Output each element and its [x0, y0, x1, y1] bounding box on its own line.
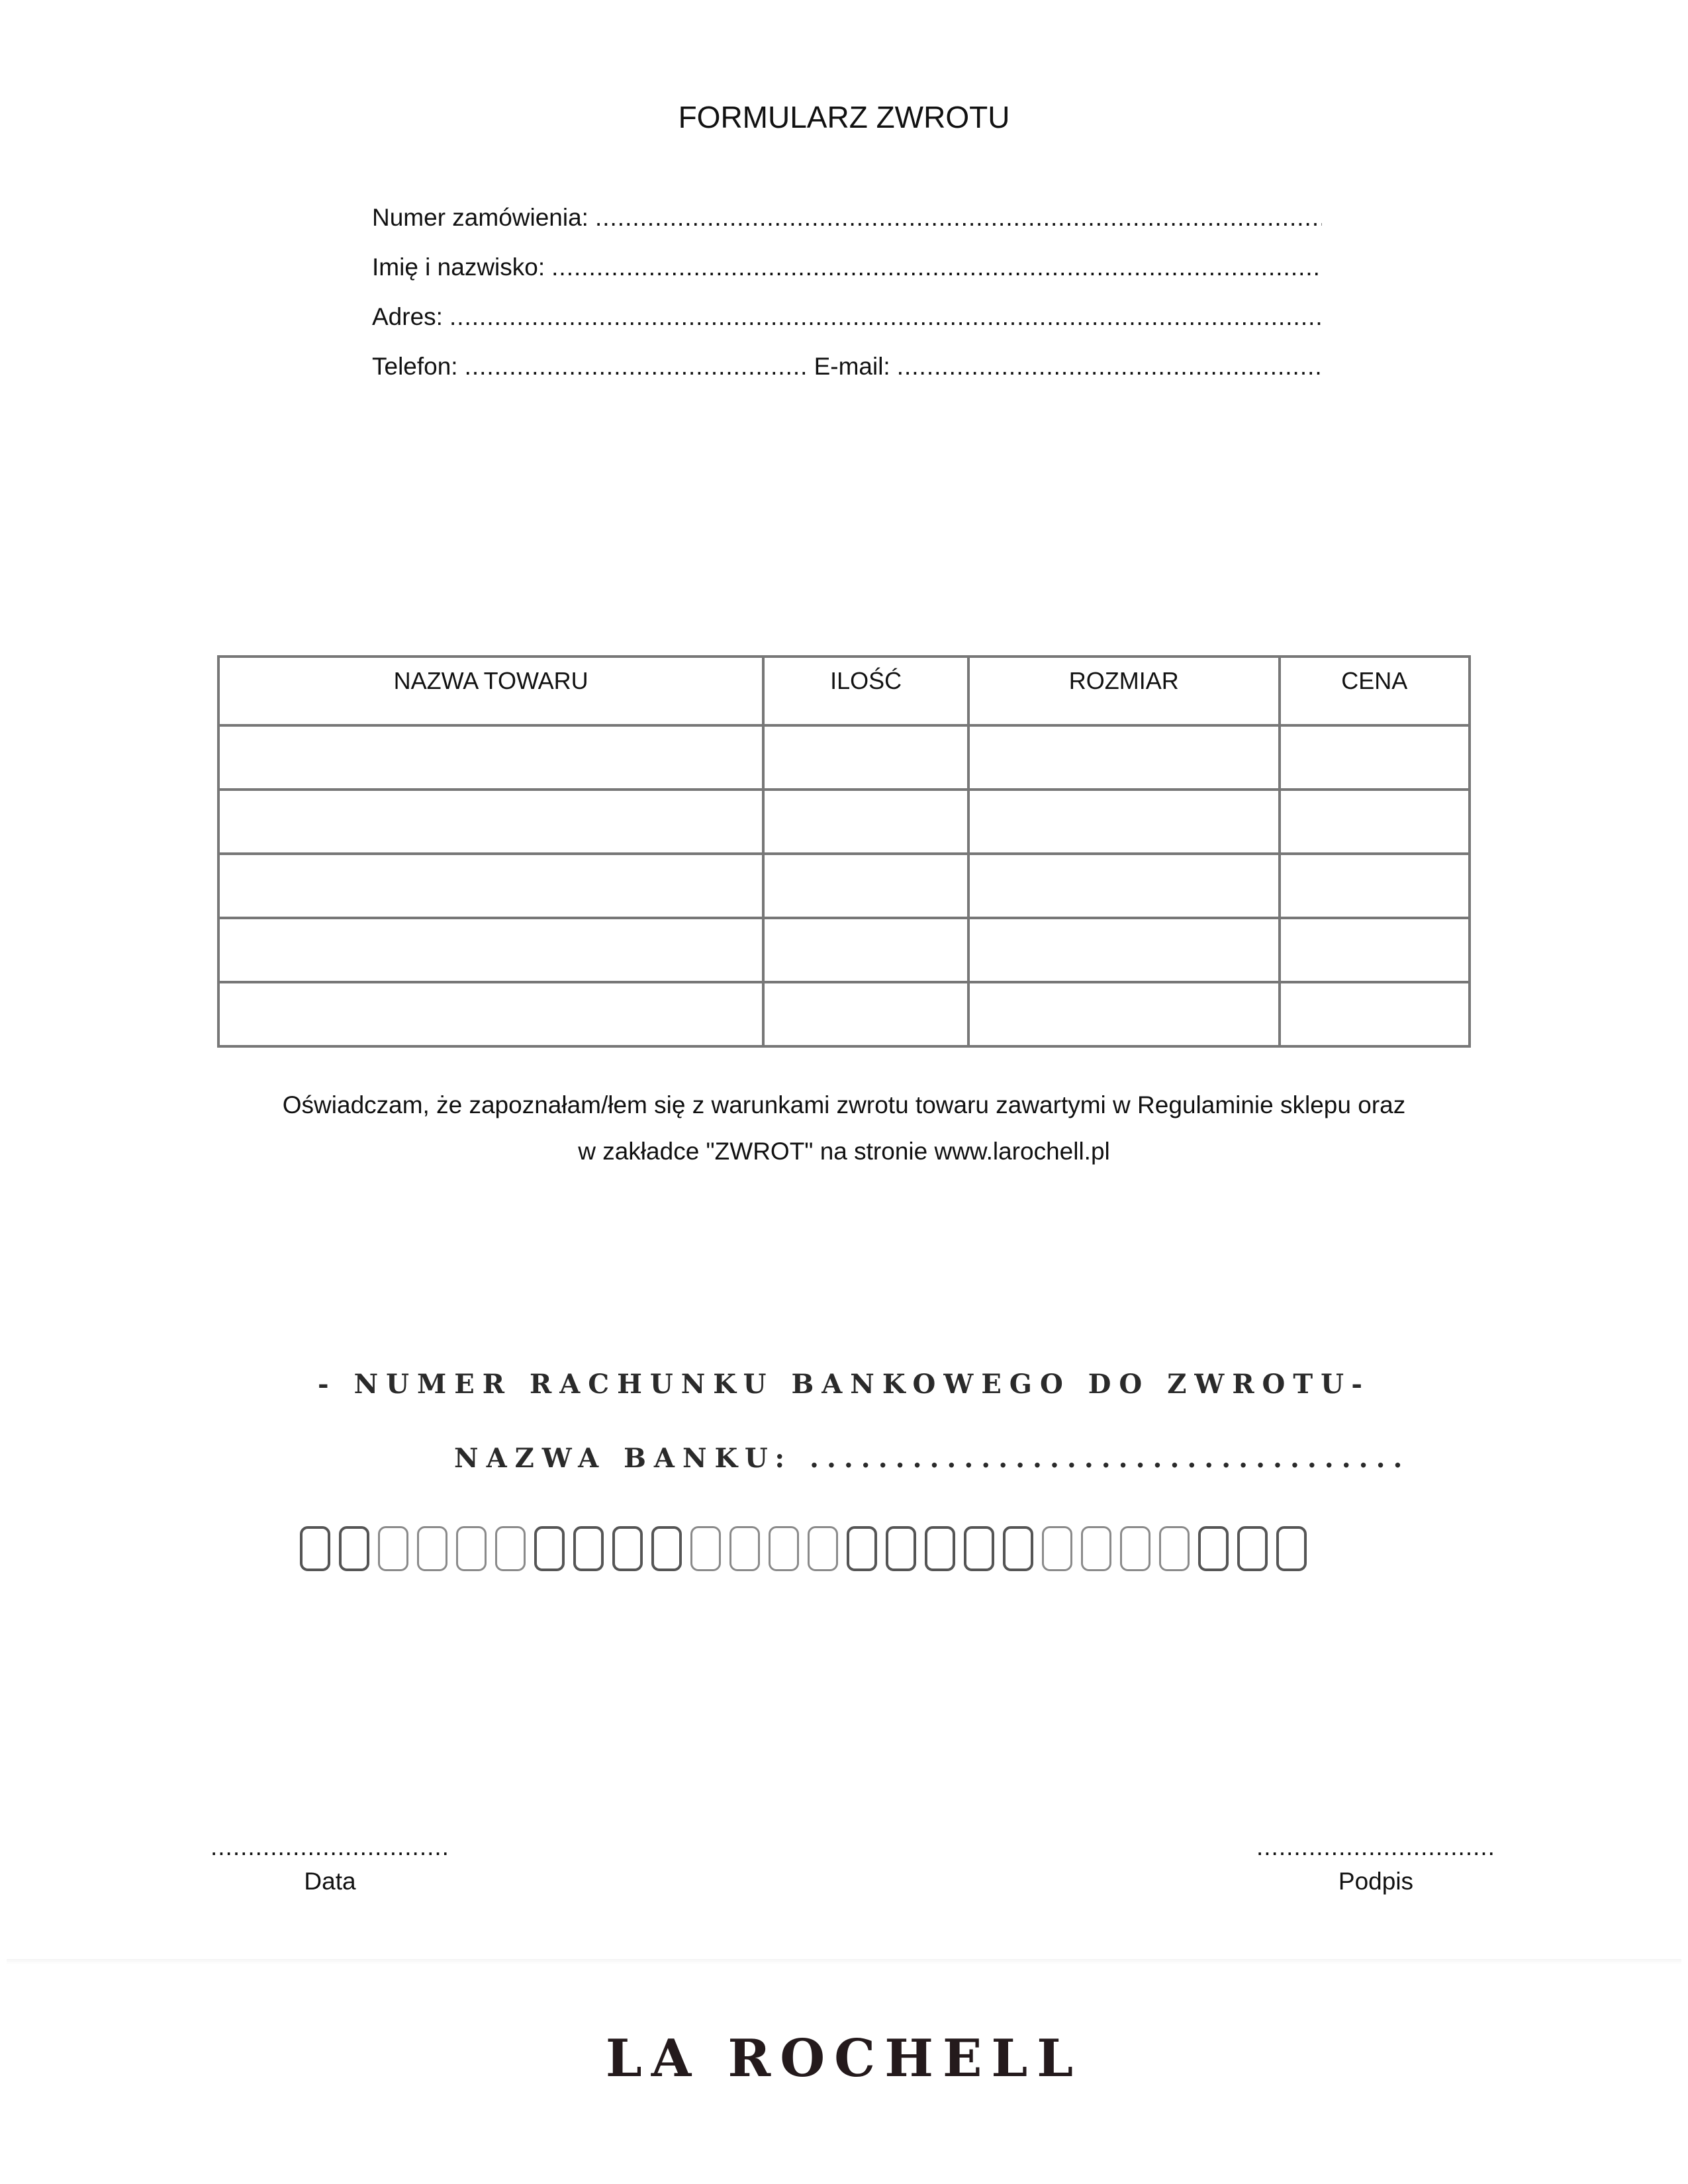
account-digit-box[interactable] — [1237, 1526, 1268, 1571]
table-cell[interactable] — [968, 725, 1280, 790]
table-cell[interactable] — [1280, 854, 1470, 918]
table-cell[interactable] — [218, 918, 763, 982]
address-field[interactable] — [449, 303, 1322, 331]
account-digit-box[interactable] — [456, 1526, 487, 1571]
email-field[interactable] — [897, 353, 1322, 381]
form-title: FORMULARZ ZWROTU — [678, 100, 1010, 134]
account-digit-box[interactable] — [769, 1526, 799, 1571]
name-row[interactable] — [372, 253, 1322, 303]
account-digit-box[interactable] — [1120, 1526, 1150, 1571]
order-number-row[interactable] — [372, 204, 1322, 253]
signature-label: Podpis — [1338, 1868, 1414, 1895]
table-row — [218, 790, 1470, 854]
table-row — [218, 918, 1470, 982]
statement-line-2: w zakładce "ZWROT" na stronie www.larochell.pl — [578, 1138, 1110, 1165]
table-cell[interactable] — [218, 982, 763, 1046]
table-cell[interactable] — [1280, 790, 1470, 854]
date-label: Data — [304, 1868, 356, 1895]
items-table — [217, 655, 1471, 1048]
account-number-boxes — [300, 1526, 1307, 1571]
header-item-name: NAZWA TOWARU — [218, 657, 763, 725]
table-cell[interactable] — [763, 854, 968, 918]
statement-line-1: Oświadczam, że zapoznałam/łem się z warunkami zwrotu towaru zawartymi w Regulaminie sklepu oraz — [282, 1091, 1406, 1118]
date-line[interactable]: ................................ — [211, 1833, 449, 1860]
order-number-label: Numer zamówienia: — [372, 204, 588, 231]
account-digit-box[interactable] — [534, 1526, 565, 1571]
account-digit-box[interactable] — [847, 1526, 877, 1571]
account-digit-box[interactable] — [925, 1526, 955, 1571]
account-digit-box[interactable] — [573, 1526, 604, 1571]
header-price: CENA — [1280, 657, 1470, 725]
table-cell[interactable] — [763, 918, 968, 982]
table-cell[interactable] — [968, 790, 1280, 854]
account-digit-box[interactable] — [1081, 1526, 1111, 1571]
terms-statement — [0, 1082, 1688, 1175]
email-label: E-mail: — [814, 353, 890, 380]
name-field[interactable] — [551, 253, 1322, 281]
account-digit-box[interactable] — [300, 1526, 330, 1571]
bank-account-title: - NUMER RACHUNKU BANKOWEGO DO ZWROTU- — [318, 1369, 1370, 1400]
address-row[interactable] — [372, 303, 1322, 353]
table-cell[interactable] — [968, 982, 1280, 1046]
name-label: Imię i nazwisko: — [372, 253, 545, 281]
brand-logo: LA ROCHELL — [605, 2028, 1083, 2089]
account-digit-box[interactable] — [690, 1526, 721, 1571]
account-digit-box[interactable] — [1003, 1526, 1033, 1571]
table-row — [218, 854, 1470, 918]
table-cell[interactable] — [1280, 918, 1470, 982]
date-signature-block — [211, 1833, 449, 1895]
table-cell[interactable] — [968, 918, 1280, 982]
table-cell[interactable] — [1280, 982, 1470, 1046]
address-label: Adres: — [372, 303, 443, 330]
account-digit-box[interactable] — [1042, 1526, 1072, 1571]
table-cell[interactable] — [763, 982, 968, 1046]
table-cell[interactable] — [1280, 725, 1470, 790]
account-digit-box[interactable] — [964, 1526, 994, 1571]
account-digit-box[interactable] — [339, 1526, 369, 1571]
account-digit-box[interactable] — [729, 1526, 760, 1571]
table-cell[interactable] — [218, 790, 763, 854]
customer-fields — [372, 204, 1322, 402]
phone-email-row[interactable] — [372, 353, 1322, 402]
order-number-field[interactable] — [595, 204, 1322, 232]
account-digit-box[interactable] — [808, 1526, 838, 1571]
table-cell[interactable] — [763, 790, 968, 854]
account-digit-box[interactable] — [886, 1526, 916, 1571]
header-quantity: ILOŚĆ — [763, 657, 968, 725]
table-cell[interactable] — [218, 854, 763, 918]
account-digit-box[interactable] — [495, 1526, 526, 1571]
table-cell[interactable] — [763, 725, 968, 790]
phone-field[interactable] — [465, 353, 809, 381]
header-size: ROZMIAR — [968, 657, 1280, 725]
signature-line[interactable]: ................................ — [1256, 1833, 1495, 1860]
table-row — [218, 982, 1470, 1046]
signature-block — [1256, 1833, 1495, 1895]
account-digit-box[interactable] — [417, 1526, 447, 1571]
phone-label: Telefon: — [372, 353, 458, 380]
account-digit-box[interactable] — [1276, 1526, 1307, 1571]
table-cell[interactable] — [218, 725, 763, 790]
account-digit-box[interactable] — [1198, 1526, 1229, 1571]
table-row — [218, 725, 1470, 790]
account-digit-box[interactable] — [651, 1526, 682, 1571]
table-header-row — [218, 657, 1470, 725]
table-cell[interactable] — [968, 854, 1280, 918]
bank-name-field[interactable]: NAZWA BANKU: ................................... — [454, 1443, 1411, 1474]
account-digit-box[interactable] — [1159, 1526, 1190, 1571]
footer-divider — [7, 1959, 1681, 1964]
account-digit-box[interactable] — [612, 1526, 643, 1571]
account-digit-box[interactable] — [378, 1526, 408, 1571]
